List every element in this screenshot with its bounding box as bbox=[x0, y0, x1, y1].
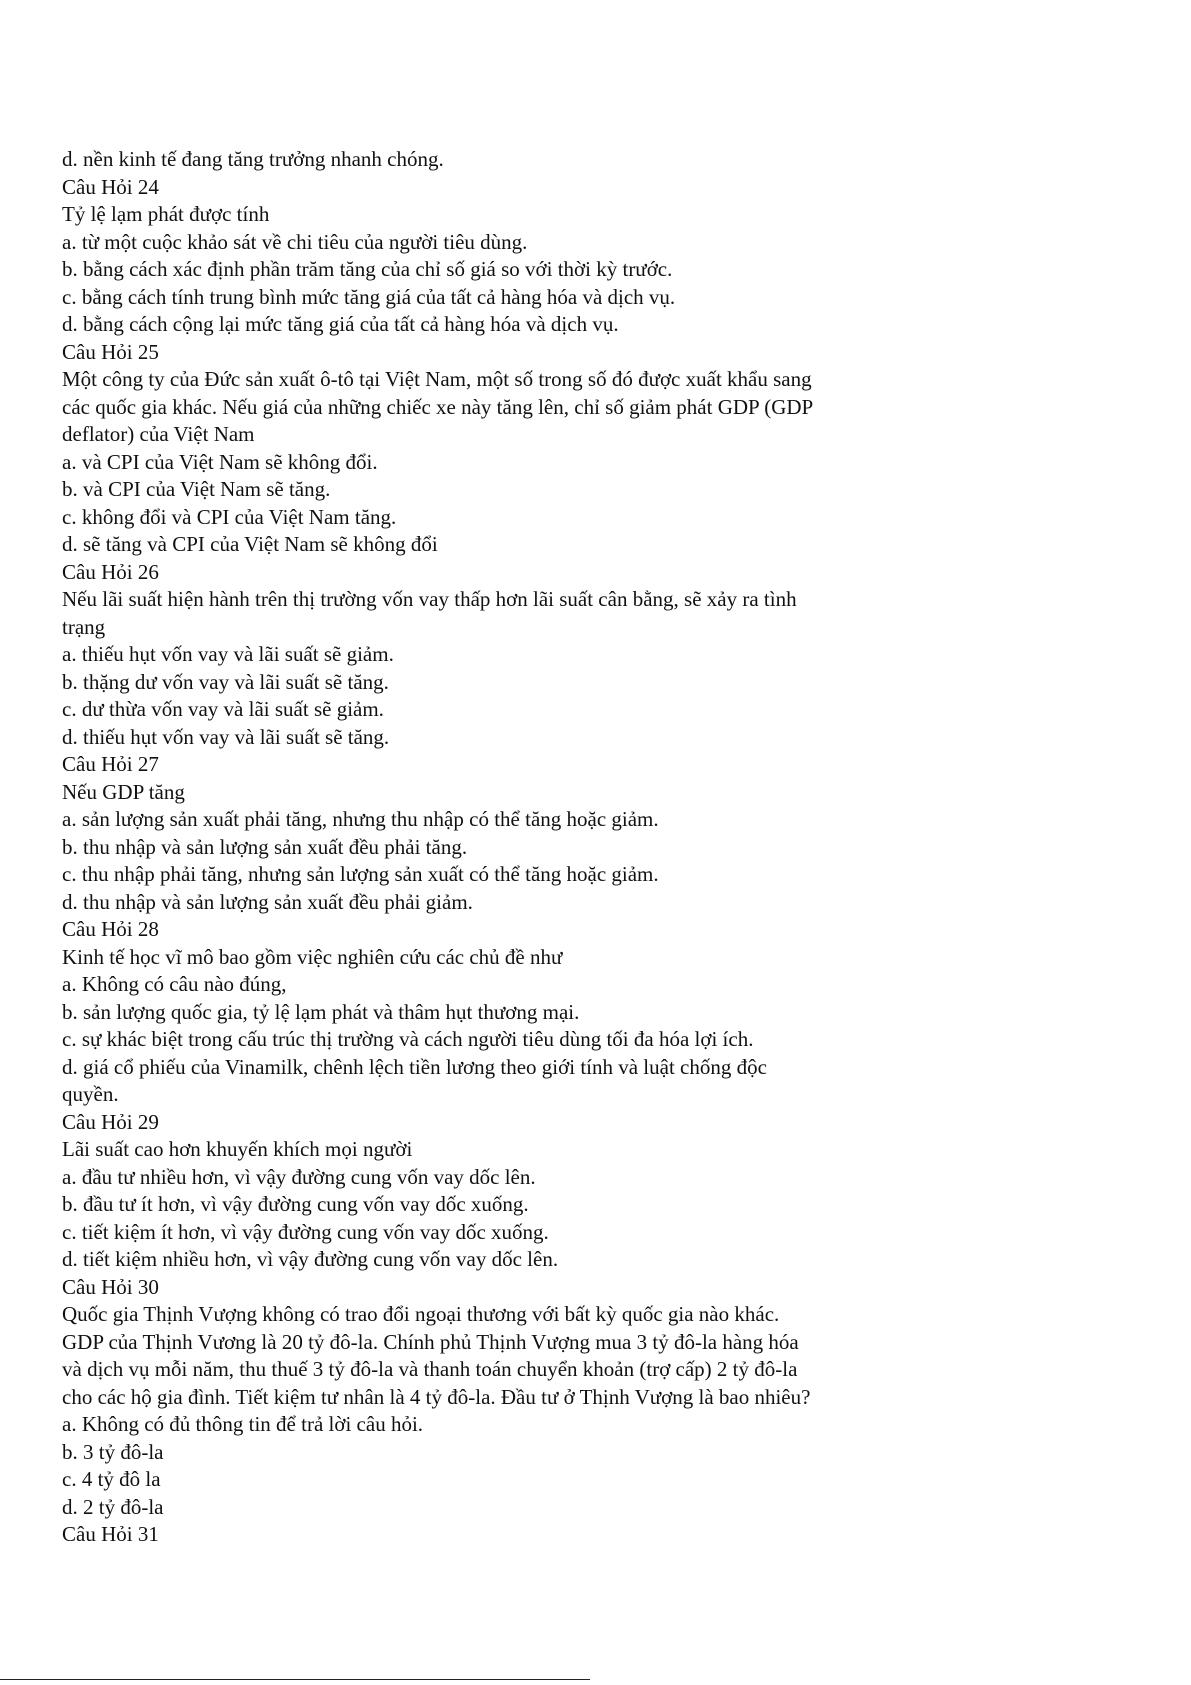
option-line: c. thu nhập phải tăng, nhưng sản lượng sản xuất có thể tăng hoặc giảm. bbox=[62, 862, 659, 886]
question-heading: Câu Hỏi 26 bbox=[62, 559, 159, 584]
option-line: d. giá cổ phiếu của Vinamilk, chênh lệch tiền lương theo giới tính và luật chống độc bbox=[62, 1054, 767, 1079]
option-line: a. từ một cuộc khảo sát về chi tiêu của người tiêu dùng. bbox=[62, 229, 528, 254]
option-line: quyền. bbox=[62, 1082, 119, 1106]
option-line: b. bằng cách xác định phần trăm tăng của chỉ số giá so với thời kỳ trước. bbox=[62, 257, 673, 281]
question-heading: Câu Hỏi 29 bbox=[62, 1109, 159, 1134]
option-line: d. bằng cách cộng lại mức tăng giá của tất cả hàng hóa và dịch vụ. bbox=[62, 312, 619, 336]
option-line: c. 4 tỷ đô la bbox=[62, 1467, 161, 1491]
question-stem: Lãi suất cao hơn khuyến khích mọi người bbox=[62, 1137, 413, 1161]
question-heading: Câu Hỏi 25 bbox=[62, 339, 159, 364]
question-stem: Một công ty của Đức sản xuất ô-tô tại Việt Nam, một số trong số đó được xuất khẩu sang bbox=[62, 367, 812, 391]
question-stem: Nếu lãi suất hiện hành trên thị trường vốn vay thấp hơn lãi suất cân bằng, sẽ xảy ra tình bbox=[62, 587, 797, 611]
option-line: d. thu nhập và sản lượng sản xuất đều phải giảm. bbox=[62, 889, 473, 914]
option-line: d. thiếu hụt vốn vay và lãi suất sẽ tăng. bbox=[62, 724, 390, 749]
option-line: b. và CPI của Việt Nam sẽ tăng. bbox=[62, 477, 331, 501]
option-line: a. và CPI của Việt Nam sẽ không đổi. bbox=[62, 449, 378, 474]
option-line: a. Không có đủ thông tin để trả lời câu hỏi. bbox=[62, 1412, 424, 1436]
question-stem: cho các hộ gia đình. Tiết kiệm tư nhân là 4 tỷ đô-la. Đầu tư ở Thịnh Vượng là bao nhiêu? bbox=[62, 1384, 811, 1409]
page-bottom-divider bbox=[0, 1679, 590, 1680]
question-stem: Kinh tế học vĩ mô bao gồm việc nghiên cứu các chủ đề như bbox=[62, 944, 563, 969]
question-heading: Câu Hỏi 30 bbox=[62, 1274, 159, 1299]
option-line: a. đầu tư nhiều hơn, vì vậy đường cung vốn vay dốc lên. bbox=[62, 1164, 536, 1189]
question-heading: Câu Hỏi 28 bbox=[62, 917, 159, 941]
option-line: a. thiếu hụt vốn vay và lãi suất sẽ giảm. bbox=[62, 642, 394, 666]
question-stem: deflator) của Việt Nam bbox=[62, 422, 255, 446]
question-stem: Tỷ lệ lạm phát được tính bbox=[62, 202, 270, 226]
option-line: a. sản lượng sản xuất phải tăng, nhưng thu nhập có thể tăng hoặc giảm. bbox=[62, 807, 659, 831]
option-line: c. không đổi và CPI của Việt Nam tăng. bbox=[62, 504, 397, 529]
document-text-block bbox=[62, 146, 922, 1549]
option-line: d. sẽ tăng và CPI của Việt Nam sẽ không đổi bbox=[62, 532, 438, 556]
option-line: d. nền kinh tế đang tăng trưởng nhanh chóng. bbox=[62, 147, 444, 171]
question-stem: các quốc gia khác. Nếu giá của những chiếc xe này tăng lên, chỉ số giảm phát GDP (GDP bbox=[62, 394, 814, 419]
option-line: b. đầu tư ít hơn, vì vậy đường cung vốn vay dốc xuống. bbox=[62, 1192, 529, 1216]
option-line: d. tiết kiệm nhiều hơn, vì vậy đường cung vốn vay dốc lên. bbox=[62, 1247, 559, 1271]
option-line: c. tiết kiệm ít hơn, vì vậy đường cung vốn vay dốc xuống. bbox=[62, 1219, 549, 1244]
option-line: c. bằng cách tính trung bình mức tăng giá của tất cả hàng hóa và dịch vụ. bbox=[62, 284, 676, 309]
question-heading: Câu Hỏi 24 bbox=[62, 174, 159, 199]
option-line: d. 2 tỷ đô-la bbox=[62, 1494, 164, 1519]
option-line: b. 3 tỷ đô-la bbox=[62, 1439, 164, 1464]
question-stem: Nếu GDP tăng bbox=[62, 779, 185, 804]
option-line: b. thặng dư vốn vay và lãi suất sẽ tăng. bbox=[62, 669, 389, 694]
question-heading: Câu Hỏi 31 bbox=[62, 1522, 159, 1546]
question-heading: Câu Hỏi 27 bbox=[62, 752, 159, 776]
option-line: b. sản lượng quốc gia, tỷ lệ lạm phát và thâm hụt thương mại. bbox=[62, 999, 580, 1024]
question-stem: và dịch vụ mỗi năm, thu thuế 3 tỷ đô-la và thanh toán chuyển khoản (trợ cấp) 2 tỷ đô-la bbox=[62, 1357, 798, 1381]
question-stem: Quốc gia Thịnh Vượng không có trao đổi ngoại thương với bất kỳ quốc gia nào khác. bbox=[62, 1302, 780, 1326]
option-line: c. sự khác biệt trong cấu trúc thị trường và cách người tiêu dùng tối đa hóa lợi ích. bbox=[62, 1027, 754, 1051]
question-stem: GDP của Thịnh Vương là 20 tỷ đô-la. Chính phủ Thịnh Vượng mua 3 tỷ đô-la hàng hóa bbox=[62, 1329, 799, 1354]
option-line: a. Không có câu nào đúng, bbox=[62, 972, 287, 996]
question-stem: trạng bbox=[62, 614, 106, 639]
option-line: b. thu nhập và sản lượng sản xuất đều phải tăng. bbox=[62, 834, 468, 859]
option-line: c. dư thừa vốn vay và lãi suất sẽ giảm. bbox=[62, 697, 384, 721]
